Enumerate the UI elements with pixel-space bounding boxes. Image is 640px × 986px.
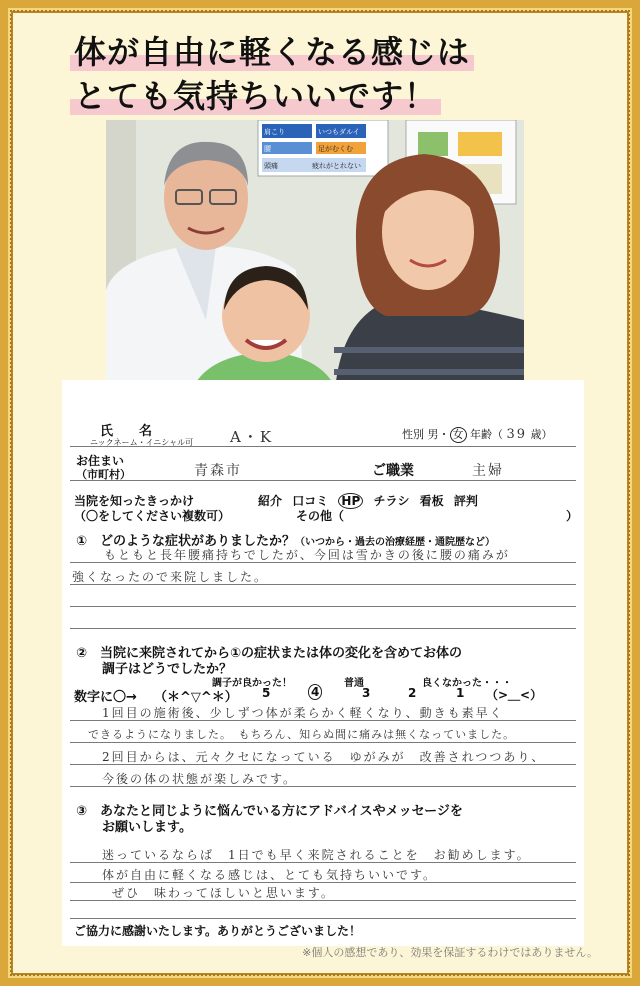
answer-rule — [70, 628, 576, 629]
answer-rule — [70, 720, 576, 721]
scale-good-label: 調子が良かった！ — [212, 678, 292, 689]
scale-face-good: （＊^▽^＊） — [154, 690, 238, 705]
q1-answer-line: 強くなったので来院しました。 — [72, 570, 269, 584]
divider — [70, 446, 576, 447]
age-value: 39 — [506, 427, 528, 442]
headline-line1: 体が自由に軽くなる感じは — [70, 33, 474, 71]
nickname-label: ニックネーム・イニシャル可 — [90, 438, 194, 447]
q3-answer-line: ぜひ 味わってほしいと思います。 — [112, 886, 335, 900]
scale-bad-label: 良くなかった・・・ — [422, 678, 512, 689]
sex-separator: ・ — [438, 428, 450, 441]
q2-answer-line: 1回目の施術後、少しずつ体が柔らかく軽くなり、動きも素早く — [102, 706, 504, 720]
q2-text-line1: 当院に来院されてから①の症状または体の変化を含めてお体の — [100, 646, 463, 661]
answer-rule — [70, 562, 576, 563]
scale-4-circled: 4 — [308, 684, 322, 700]
source-other-close: ） — [566, 509, 579, 523]
source-question: 当院を知ったきっかけ — [74, 494, 195, 508]
q3-text-line1: あなたと同じように悩んでいる方にアドバイスやメッセージを — [100, 804, 463, 819]
q3-text-line2: お願いします。 — [102, 820, 192, 835]
source-flyer: チラシ — [373, 494, 410, 508]
divider — [70, 480, 576, 481]
poster-text: 頭痛 — [264, 162, 278, 170]
source-other: その他（ — [296, 509, 345, 523]
address-label: お住まい — [76, 454, 125, 468]
q2-number: ② — [76, 646, 88, 661]
answer-rule — [70, 786, 576, 787]
answer-rule — [70, 900, 576, 901]
name-label: 氏 名 — [100, 424, 153, 439]
source-intro: 紹介 — [258, 494, 283, 508]
answer-rule — [70, 862, 576, 863]
sex-female-circled: 女 — [450, 427, 467, 443]
scale-face-bad: （>＿<） — [486, 688, 543, 702]
age-unit: 歳） — [530, 428, 553, 441]
q1-subtext: （いつから・過去の治療経歴・通院歴など） — [295, 537, 496, 548]
sex-male: 男 — [427, 428, 439, 441]
city-label: （市町村） — [76, 468, 131, 481]
q2-answer-line: 今後の体の状態が楽しみです。 — [102, 772, 298, 786]
poster-text: 疲れがとれない — [312, 162, 361, 170]
scale-prompt: 数字に〇→ — [74, 690, 137, 705]
answer-rule — [70, 584, 576, 585]
source-word-of-mouth: 口コミ — [292, 494, 329, 508]
questionnaire-sheet — [62, 380, 584, 946]
source-note: （〇をしてください複数可） — [74, 509, 231, 523]
age-label: 年齢（ — [470, 428, 503, 441]
scale-normal-label: 普通 — [344, 678, 364, 689]
q3-answer-line: 迷っているならば 1日でも早く来院されることを お勧めします。 — [102, 848, 531, 862]
source-reputation: 評判 — [453, 494, 478, 508]
address-value: 青森市 — [194, 463, 242, 479]
poster-text: 足がむくむ — [318, 145, 353, 153]
answer-rule — [70, 742, 576, 743]
q1-number: ① — [76, 534, 88, 549]
q1-text: どのような症状がありましたか？ — [100, 534, 296, 549]
poster-text: 肩こり — [264, 128, 285, 136]
source-hp-circled: HP — [338, 493, 363, 509]
answer-rule — [70, 882, 576, 883]
scale-2: 2 — [408, 686, 417, 700]
q2-answer-line: 2回目からは、元々クセになっている ゆがみが 改善されつつあり、 — [102, 750, 546, 764]
q2-answer-line: できるようになりました。 もちろん、知らぬ間に痛みは無くなっていました。 — [88, 728, 516, 741]
scale-5: 5 — [262, 686, 271, 700]
poster-text: いつもダルイ — [318, 128, 360, 136]
poster-text: 腰 — [264, 145, 271, 153]
q2-text-line2: 調子はどうでしたか？ — [102, 662, 233, 677]
headline — [70, 30, 590, 118]
q3-answer-line: 体が自由に軽くなる感じは、とても気持ちいいです。 — [102, 868, 438, 882]
headline-line2: とても気持ちいいです！ — [70, 77, 441, 115]
testimonial-photo — [106, 120, 524, 414]
source-signboard: 看板 — [419, 494, 444, 508]
sex-label: 性別 — [402, 428, 424, 441]
answer-rule — [70, 764, 576, 765]
answer-rule — [70, 918, 576, 919]
thanks-message: ご協力に感謝いたします。ありがとうございました！ — [74, 924, 362, 938]
answer-rule — [70, 606, 576, 607]
scale-1: 1 — [456, 686, 465, 700]
disclaimer: ※個人の感想であり、効果を保証するわけではありません。 — [302, 946, 598, 959]
q1-answer-line: もともと長年腰痛持ちでしたが、今回は雪かきの後に腰の痛みが — [104, 548, 510, 562]
job-label: ご職業 — [372, 463, 414, 479]
job-value: 主婦 — [472, 463, 504, 479]
q3-number: ③ — [76, 804, 88, 819]
name-value: A・K — [230, 428, 274, 446]
scale-3: 3 — [362, 686, 371, 700]
